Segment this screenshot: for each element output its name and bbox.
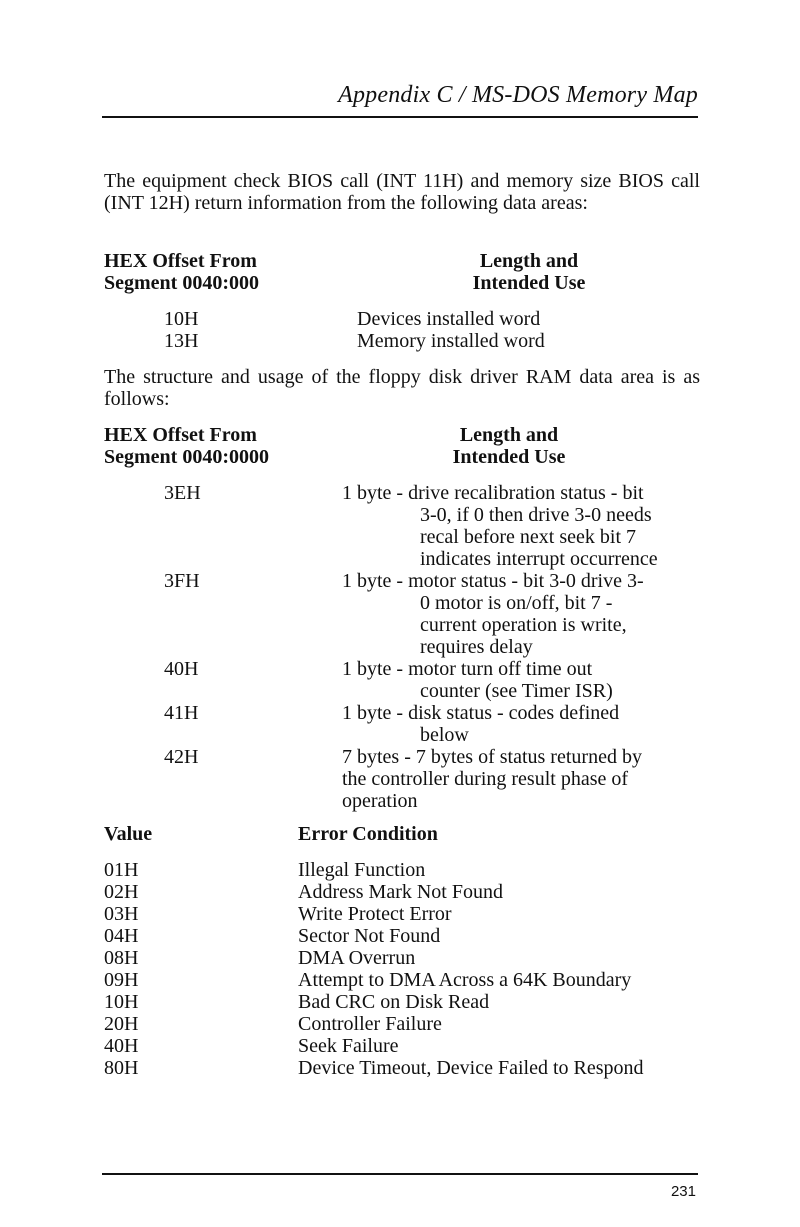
- error-value: 09H: [104, 969, 139, 991]
- error-value: 80H: [104, 1057, 139, 1079]
- floppy-use-line: 0 motor is on/off, bit 7 -: [420, 592, 613, 614]
- error-value: 04H: [104, 925, 139, 947]
- error-value: 03H: [104, 903, 139, 925]
- floppy-use-line: below: [420, 724, 469, 746]
- intro-paragraph: The equipment check BIOS call (INT 11H) and memory size BIOS call (INT 12H) return information from the following data areas:: [104, 170, 700, 214]
- error-condition: Seek Failure: [298, 1035, 399, 1057]
- floppy-use-line: indicates interrupt occurrence: [420, 548, 658, 570]
- floppy-col2-header-line2: Intended Use: [452, 446, 566, 468]
- header-rule: [102, 116, 698, 118]
- running-head: Appendix C / MS-DOS Memory Map: [338, 82, 698, 108]
- equipment-offset: 10H: [164, 308, 199, 330]
- error-condition: DMA Overrun: [298, 947, 416, 969]
- error-condition: Address Mark Not Found: [298, 881, 503, 903]
- error-condition: Illegal Function: [298, 859, 426, 881]
- floppy-use-line: 1 byte - drive recalibration status - bit: [342, 482, 644, 504]
- floppy-offset: 3FH: [164, 570, 200, 592]
- error-condition: Write Protect Error: [298, 903, 452, 925]
- equipment-col2-header-line2: Intended Use: [472, 272, 586, 294]
- equipment-use: Memory installed word: [357, 330, 545, 352]
- equipment-offset: 13H: [164, 330, 199, 352]
- floppy-use-line: counter (see Timer ISR): [420, 680, 613, 702]
- equipment-col1-header-line1: HEX Offset From: [104, 250, 257, 272]
- floppy-col1-header-line2: Segment 0040:0000: [104, 446, 269, 468]
- floppy-use-line: 7 bytes - 7 bytes of status returned by: [342, 746, 642, 768]
- error-value: 02H: [104, 881, 139, 903]
- floppy-col2-header-line1: Length and: [459, 424, 559, 446]
- floppy-use-line: recal before next seek bit 7: [420, 526, 637, 548]
- floppy-use-line: current operation is write,: [420, 614, 627, 636]
- equipment-use: Devices installed word: [357, 308, 541, 330]
- floppy-use-line: requires delay: [420, 636, 533, 658]
- floppy-use-line: 1 byte - disk status - codes defined: [342, 702, 620, 724]
- floppy-offset: 40H: [164, 658, 199, 680]
- page-number: 231: [670, 1183, 696, 1200]
- error-value: 08H: [104, 947, 139, 969]
- equipment-col1-header-line2: Segment 0040:000: [104, 272, 259, 294]
- error-condition: Sector Not Found: [298, 925, 441, 947]
- floppy-paragraph: The structure and usage of the floppy disk driver RAM data area is as follows:: [104, 366, 700, 410]
- error-condition: Device Timeout, Device Failed to Respond: [298, 1057, 644, 1079]
- footer-rule: [102, 1173, 698, 1175]
- error-col2-header: Error Condition: [298, 823, 438, 845]
- error-value: 20H: [104, 1013, 139, 1035]
- error-value: 40H: [104, 1035, 139, 1057]
- floppy-use-line: 3-0, if 0 then drive 3-0 needs: [420, 504, 652, 526]
- floppy-offset: 42H: [164, 746, 199, 768]
- error-col1-header: Value: [104, 823, 153, 845]
- error-condition: Attempt to DMA Across a 64K Boundary: [298, 969, 632, 991]
- error-value: 10H: [104, 991, 139, 1013]
- floppy-offset: 41H: [164, 702, 199, 724]
- floppy-offset: 3EH: [164, 482, 201, 504]
- error-condition: Controller Failure: [298, 1013, 442, 1035]
- error-value: 01H: [104, 859, 139, 881]
- floppy-use-line: operation: [342, 790, 418, 812]
- floppy-use-line: 1 byte - motor status - bit 3-0 drive 3-: [342, 570, 644, 592]
- floppy-use-line: 1 byte - motor turn off time out: [342, 658, 593, 680]
- equipment-col2-header-line1: Length and: [479, 250, 579, 272]
- floppy-col1-header-line1: HEX Offset From: [104, 424, 257, 446]
- floppy-use-line: the controller during result phase of: [342, 768, 629, 790]
- error-condition: Bad CRC on Disk Read: [298, 991, 490, 1013]
